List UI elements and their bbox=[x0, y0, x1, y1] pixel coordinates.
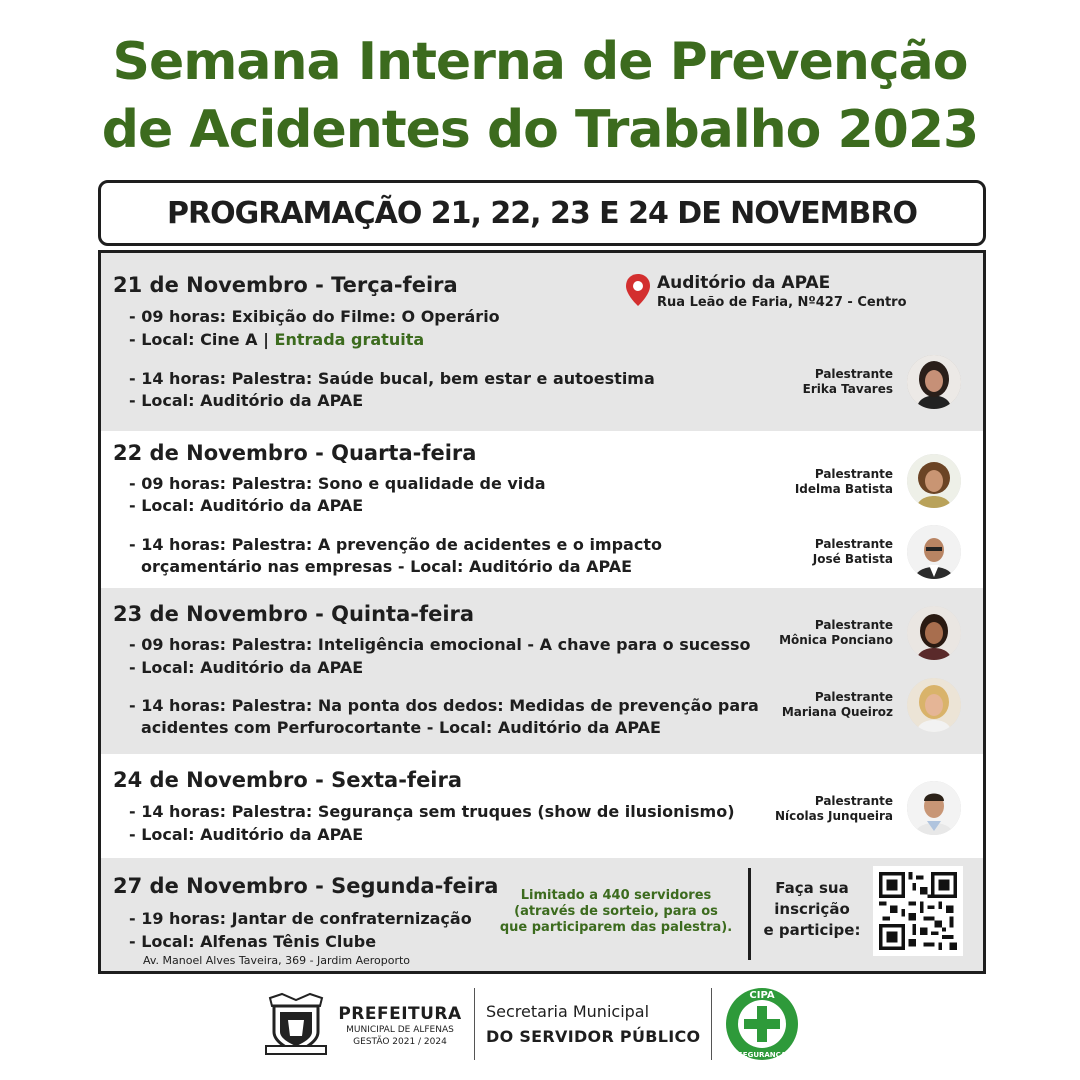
speaker-role: Palestrante bbox=[814, 467, 893, 481]
schedule-line: - Local: Auditório da APAE bbox=[129, 658, 364, 677]
speaker-role: Palestrante bbox=[814, 794, 893, 808]
day-22-section bbox=[101, 431, 983, 588]
speaker-role: Palestrante bbox=[814, 367, 893, 381]
municipal-label: MUNICIPAL DE ALFENAS bbox=[346, 1025, 454, 1035]
cta-line: inscrição bbox=[774, 900, 850, 918]
secretaria-logo bbox=[486, 1002, 700, 1046]
secretaria-top: Secretaria Municipal bbox=[486, 1002, 650, 1021]
location-name: Auditório da APAE bbox=[657, 273, 831, 293]
divider bbox=[748, 868, 751, 960]
speaker-label bbox=[693, 367, 893, 397]
cipa-bottom-text: SEGURANÇA bbox=[737, 1051, 787, 1059]
qr-code-icon[interactable] bbox=[873, 866, 963, 956]
title-line-2: de Acidentes do Trabalho 2023 bbox=[101, 100, 979, 160]
speaker-role: Palestrante bbox=[814, 537, 893, 551]
schedule-line: - 09 horas: Palestra: Inteligência emocional - A chave para o sucesso bbox=[129, 635, 751, 654]
footer bbox=[0, 984, 1080, 1074]
venue-address: Av. Manoel Alves Taveira, 369 - Jardim Aeroporto bbox=[143, 954, 411, 967]
schedule-line: - Local: Auditório da APAE bbox=[129, 496, 364, 515]
day-23-section bbox=[101, 588, 983, 754]
speaker-name: Mônica Ponciano bbox=[779, 633, 893, 647]
speaker-label bbox=[693, 467, 893, 497]
avatar bbox=[907, 678, 961, 732]
secretaria-bottom: DO SERVIDOR PÚBLICO bbox=[486, 1027, 701, 1046]
speaker-name: José Batista bbox=[812, 552, 893, 566]
speaker-name: Mariana Queiroz bbox=[781, 705, 893, 719]
speaker-label bbox=[693, 618, 893, 648]
schedule-line: - 14 horas: Palestra: A prevenção de acidentes e o impacto bbox=[129, 535, 662, 554]
speaker-label bbox=[693, 794, 893, 824]
divider bbox=[711, 988, 712, 1060]
location-address: Rua Leão de Faria, Nº427 - Centro bbox=[657, 295, 907, 310]
cta-line: Faça sua bbox=[775, 879, 849, 897]
map-pin-icon bbox=[625, 273, 651, 311]
avatar bbox=[907, 454, 961, 508]
schedule-line: acidentes com Perfurocortante - Local: Auditório da APAE bbox=[141, 718, 661, 737]
prefeitura-logo bbox=[336, 1004, 464, 1048]
day-title: 22 de Novembro - Quarta-feira bbox=[113, 441, 477, 465]
limit-line: (através de sorteio, para os bbox=[514, 904, 718, 919]
free-entry-text: Entrada gratuita bbox=[274, 330, 425, 349]
day-title: 23 de Novembro - Quinta-feira bbox=[113, 602, 475, 626]
speaker-label bbox=[693, 690, 893, 720]
schedule-line: - Local: Auditório da APAE bbox=[129, 391, 364, 410]
gestao-label: GESTÃO 2021 / 2024 bbox=[353, 1037, 447, 1047]
cipa-top-text: CIPA bbox=[749, 990, 775, 1001]
speaker-role: Palestrante bbox=[814, 690, 893, 704]
speaker-name: Idelma Batista bbox=[794, 482, 893, 496]
speaker-name: Erika Tavares bbox=[802, 382, 893, 396]
schedule-line: orçamentário nas empresas - Local: Auditório da APAE bbox=[141, 557, 633, 576]
page-title bbox=[0, 28, 1080, 164]
avatar bbox=[907, 606, 961, 660]
limit-line: Limitado a 440 servidores bbox=[520, 888, 712, 903]
programacao-banner: PROGRAMAÇÃO 21, 22, 23 E 24 DE NOVEMBRO bbox=[98, 180, 986, 246]
limit-line: que participarem das palestra). bbox=[499, 920, 733, 935]
city-crest-icon bbox=[262, 992, 330, 1062]
day-21-section bbox=[101, 253, 983, 431]
schedule-line: - 14 horas: Palestra: Na ponta dos dedos: Medidas de prevenção para bbox=[129, 696, 759, 715]
day-24-section bbox=[101, 754, 983, 858]
schedule-line bbox=[129, 330, 424, 349]
speaker-role: Palestrante bbox=[814, 618, 893, 632]
avatar bbox=[907, 525, 961, 579]
schedule-table bbox=[98, 250, 986, 974]
avatar bbox=[907, 355, 961, 409]
schedule-line: - Local: Auditório da APAE bbox=[129, 825, 364, 844]
speaker-name: Nícolas Junqueira bbox=[775, 809, 893, 823]
schedule-line: - 19 horas: Jantar de confraternização bbox=[129, 909, 472, 928]
day-27-section bbox=[101, 858, 983, 971]
cipa-logo-icon bbox=[724, 986, 800, 1066]
schedule-line: - 09 horas: Palestra: Sono e qualidade de vida bbox=[129, 474, 546, 493]
day-title: 21 de Novembro - Terça-feira bbox=[113, 273, 458, 297]
limit-note bbox=[491, 888, 741, 936]
avatar bbox=[907, 781, 961, 835]
schedule-line-text: - Local: Cine A | bbox=[129, 330, 269, 349]
divider bbox=[474, 988, 475, 1060]
schedule-line: - 14 horas: Palestra: Segurança sem truques (show de ilusionismo) bbox=[129, 802, 735, 821]
schedule-line: - Local: Alfenas Tênis Clube bbox=[129, 932, 377, 951]
schedule-line: - 09 horas: Exibição do Filme: O Operário bbox=[129, 307, 500, 326]
day-title: 24 de Novembro - Sexta-feira bbox=[113, 768, 463, 792]
registration-cta bbox=[757, 878, 867, 941]
day-title: 27 de Novembro - Segunda-feira bbox=[113, 874, 499, 898]
prefeitura-label: PREFEITURA bbox=[338, 1004, 462, 1024]
cta-line: e participe: bbox=[763, 921, 861, 939]
speaker-label bbox=[693, 537, 893, 567]
schedule-line: - 14 horas: Palestra: Saúde bucal, bem estar e autoestima bbox=[129, 369, 655, 388]
title-line-1: Semana Interna de Prevenção bbox=[112, 32, 968, 92]
